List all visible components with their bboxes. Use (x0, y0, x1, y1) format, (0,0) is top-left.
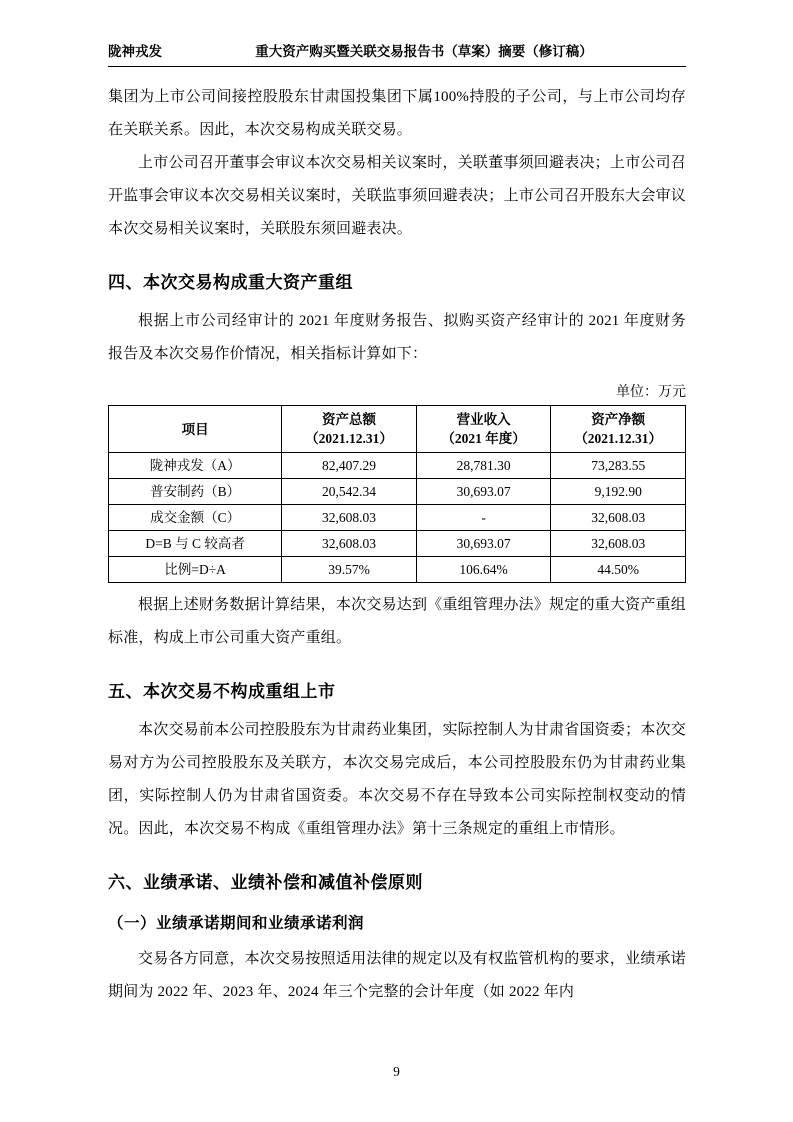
table-row (109, 505, 686, 531)
paragraph-3: 根据上市公司经审计的 2021 年度财务报告、拟购买资产经审计的 2021 年度财务报告及本次交易作价情况，相关指标计算如下： (108, 313, 686, 362)
table-cell: 20,542.34 (282, 479, 417, 505)
page-number: 9 (393, 1064, 400, 1079)
table-cell: 106.64% (416, 557, 551, 583)
table-header-cell-3 (551, 406, 686, 453)
table-header-line1: 资产净额 (591, 412, 646, 427)
paragraph-5: 本次交易前本公司控股股东为甘肃药业集团，实际控制人为甘肃省国资委；本次交易对方为公司控股股东及关联方，本次交易完成后，本公司控股股东仍为甘肃药业集团，实际控制人仍为甘肃省国资委。本次交易不存在导致本公司实际控制权变动的情况。因此，本次交易不构成《重组管理办法》第十三条规定的重组上市情形。 (108, 722, 686, 837)
table-unit-label: 单位：万元 (616, 385, 686, 400)
paragraph-2: 上市公司召开董事会审议本次交易相关议案时，关联董事须回避表决；上市公司召开监事会审议本次交易相关议案时，关联监事须回避表决；上市公司召开股东大会审议本次交易相关议案时，关联股东须回避表决。 (108, 155, 686, 237)
table-row (109, 557, 686, 583)
table-cell: 30,693.07 (416, 479, 551, 505)
table-cell: 32,608.03 (282, 505, 417, 531)
table-row (109, 453, 686, 479)
table-cell: 成交金额（C） (109, 505, 282, 531)
table-cell: 陇神戎发（A） (109, 453, 282, 479)
section-heading-5: 五、本次交易不构成重组上市 (108, 682, 336, 701)
table-header-cell-1 (282, 406, 417, 453)
table-header-line1: 项目 (181, 421, 209, 437)
table-cell: 32,608.03 (551, 505, 686, 531)
table-header-line1: 营业收入 (456, 412, 511, 427)
table-cell: D=B 与 C 较高者 (109, 531, 282, 557)
table-cell: 32,608.03 (282, 531, 417, 557)
table-cell: 82,407.29 (282, 453, 417, 479)
section-heading-4: 四、本次交易构成重大资产重组 (108, 273, 353, 292)
page-header (108, 40, 686, 66)
table-cell: 30,693.07 (416, 531, 551, 557)
table-header-row (109, 406, 686, 453)
table-cell: 28,781.30 (416, 453, 551, 479)
table-cell: 44.50% (551, 557, 686, 583)
table-header-line1: 资产总额 (322, 412, 377, 427)
header-company-name: 陇神戎发 (108, 44, 162, 59)
table-cell: 普安制药（B） (109, 479, 282, 505)
table-cell: 39.57% (282, 557, 417, 583)
table-cell: 73,283.55 (551, 453, 686, 479)
table-cell: - (416, 505, 551, 531)
table-header-line2: （2021 年度） (441, 431, 526, 446)
table-cell: 9,192.90 (551, 479, 686, 505)
paragraph-4: 根据上述财务数据计算结果，本次交易达到《重组管理办法》规定的重大资产重组标准，构成上市公司重大资产重组。 (108, 597, 686, 646)
header-document-title: 重大资产购买暨关联交易报告书（草案）摘要（修订稿） (255, 44, 593, 59)
table-header-cell-0 (109, 406, 282, 453)
page-content (108, 40, 686, 1009)
table-row (109, 479, 686, 505)
table-row (109, 531, 686, 557)
paragraph-1: 集团为上市公司间接控股股东甘肃国投集团下属100%持股的子公司，与上市公司均存在关联关系。因此，本次交易构成关联交易。 (108, 89, 686, 138)
table-header-line2: （2021.12.31） (305, 431, 393, 446)
header-divider (108, 66, 686, 67)
financial-indicators-table (108, 405, 686, 583)
subsection-heading-6-1: （一）业绩承诺期间和业绩承诺利润 (108, 915, 365, 932)
paragraph-6: 交易各方同意，本次交易按照适用法律的规定以及有权监管机构的要求，业绩承诺期间为 2022 年、2023 年、2024 年三个完整的会计年度（如 2022 年内 (108, 951, 686, 1000)
table-header-line2: （2021.12.31） (574, 431, 663, 446)
section-heading-6: 六、业绩承诺、业绩补偿和减值补偿原则 (108, 873, 423, 892)
table-cell: 32,608.03 (551, 531, 686, 557)
table-header-cell-2 (416, 406, 551, 453)
table-cell: 比例=D÷A (109, 557, 282, 583)
